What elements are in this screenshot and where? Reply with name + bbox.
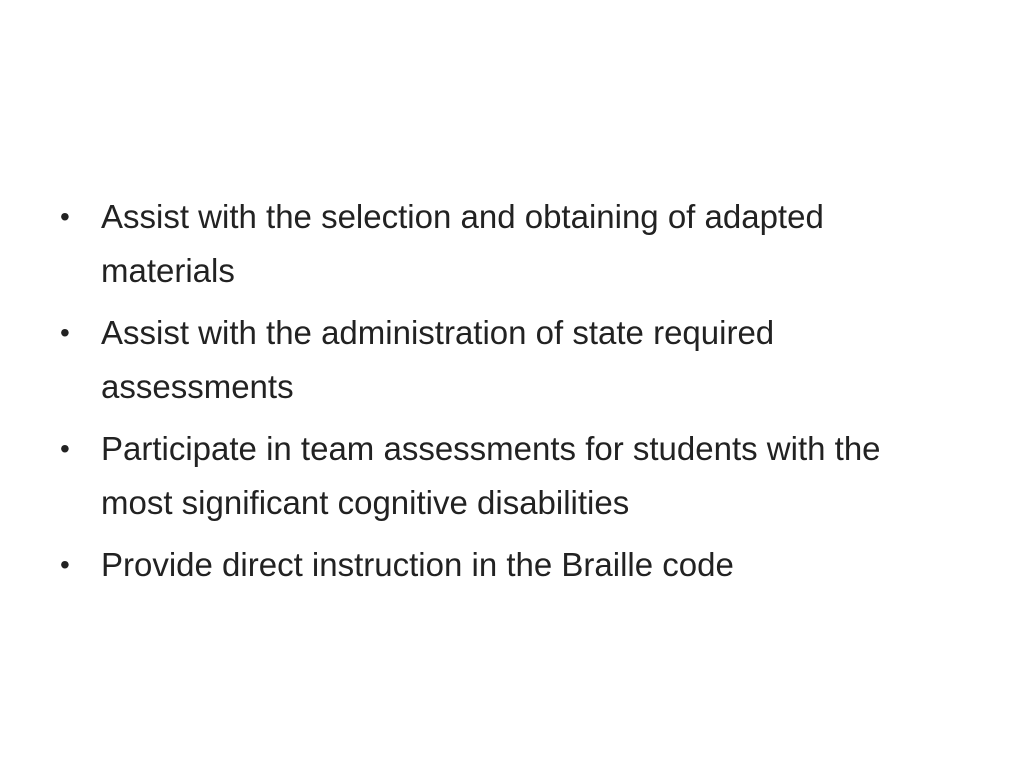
bullet-item-4 xyxy=(56,538,956,592)
bullet-icon: • xyxy=(60,549,70,580)
bullet-icon: • xyxy=(60,317,70,348)
bullet-text: Assist with the administration of state required assessments xyxy=(101,314,775,405)
bullet-text: Participate in team assessments for students with the most significant cognitive disabilities xyxy=(101,430,881,521)
bullet-text: Provide direct instruction in the Braille code xyxy=(101,546,734,583)
slide-content xyxy=(56,190,956,600)
bullet-text: Assist with the selection and obtaining of adapted materials xyxy=(101,198,824,289)
bullet-item-1 xyxy=(56,190,956,298)
bullet-icon: • xyxy=(60,201,70,232)
bullet-list xyxy=(56,190,956,592)
bullet-item-3 xyxy=(56,422,956,530)
bullet-icon: • xyxy=(60,433,70,464)
bullet-item-2 xyxy=(56,306,956,414)
